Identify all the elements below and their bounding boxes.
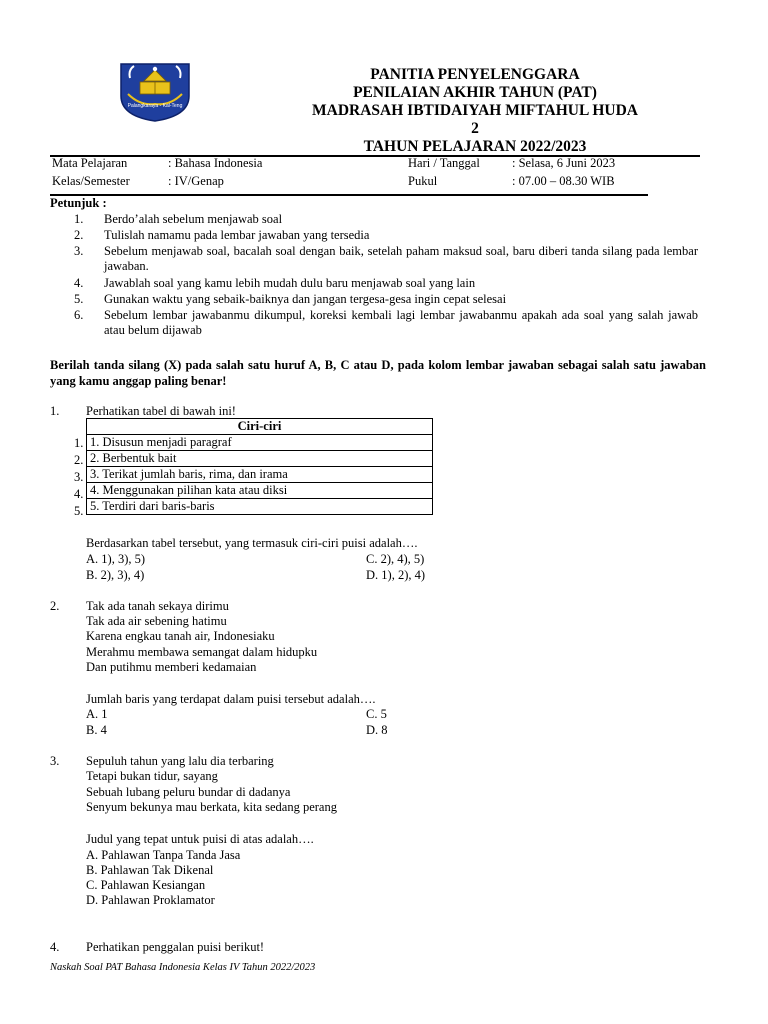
q1-option-c: C. 2), 4), 5) bbox=[366, 552, 425, 566]
q3-option-d: D. Pahlawan Proklamator bbox=[86, 893, 215, 907]
q2-poem-line-1: Tak ada tanah sekaya dirimu bbox=[86, 599, 229, 613]
q2-question: Jumlah baris yang terdapat dalam puisi tersebut adalah…. bbox=[86, 692, 376, 706]
petunjuk-item-5: Gunakan waktu yang sebaik-baiknya dan jangan tergesa-gesa ingin cepat selesai bbox=[104, 292, 507, 306]
table-row bbox=[87, 435, 433, 451]
subject-label: Mata Pelajaran bbox=[52, 156, 128, 170]
class-value: : IV/Genap bbox=[168, 174, 224, 188]
q3-poem-line-2: Tetapi bukan tidur, sayang bbox=[86, 769, 218, 783]
petunjuk-item-3: Sebelum menjawab soal, bacalah soal dengan baik, setelah paham maksud soal, baru diberi tanda silang pada lembar jawaban. bbox=[104, 244, 698, 273]
q2-poem-line-5: Dan putihmu memberi kedamaian bbox=[86, 660, 257, 674]
info-rule bbox=[50, 194, 648, 196]
petunjuk-item-1: Berdo’alah sebelum menjawab soal bbox=[104, 212, 283, 226]
q2-option-a: A. 1 bbox=[86, 707, 108, 721]
page-footer: Naskah Soal PAT Bahasa Indonesia Kelas IV Tahun 2022/2023 bbox=[50, 962, 316, 973]
header-line-number: 2 bbox=[471, 120, 479, 137]
q1-option-d: D. 1), 2), 4) bbox=[366, 568, 426, 582]
petunjuk-title: Petunjuk : bbox=[50, 196, 107, 210]
q1-row-outer-num-3: 3. bbox=[74, 470, 84, 484]
time-label: Pukul bbox=[408, 174, 438, 188]
petunjuk-num-3: 3. bbox=[74, 244, 84, 258]
school-logo bbox=[118, 60, 192, 122]
q4-intro: Perhatikan penggalan puisi berikut! bbox=[86, 940, 265, 954]
q3-option-a: A. Pahlawan Tanpa Tanda Jasa bbox=[86, 848, 241, 862]
header-line-exam: PENILAIAN AKHIR TAHUN (PAT) bbox=[353, 84, 597, 101]
logo-caption: Palangkaraya - Kal-Teng bbox=[127, 103, 183, 109]
q2-number: 2. bbox=[50, 599, 60, 613]
q3-option-c: C. Pahlawan Kesiangan bbox=[86, 878, 206, 892]
q1-row-outer-num-4: 4. bbox=[74, 487, 84, 501]
petunjuk-num-5: 5. bbox=[74, 292, 84, 306]
q1-intro: Perhatikan tabel di bawah ini! bbox=[86, 404, 236, 418]
q1-row-outer-num-1: 1. bbox=[74, 436, 84, 450]
table-header-cell: Ciri-ciri bbox=[87, 419, 433, 435]
petunjuk-item-4: Jawablah soal yang kamu lebih mudah dulu baru menjawab soal yang lain bbox=[104, 276, 476, 290]
table-cell: 4. Menggunakan pilihan kata atau diksi bbox=[87, 483, 433, 499]
petunjuk-num-6: 6. bbox=[74, 308, 84, 322]
q3-poem-line-1: Sepuluh tahun yang lalu dia terbaring bbox=[86, 754, 274, 768]
table-cell: 5. Terdiri dari baris-baris bbox=[87, 499, 433, 515]
petunjuk-item-2: Tulislah namamu pada lembar jawaban yang tersedia bbox=[104, 228, 370, 242]
q1-row-outer-num-5: 5. bbox=[74, 504, 84, 518]
q3-question: Judul yang tepat untuk puisi di atas adalah…. bbox=[86, 832, 314, 846]
date-label: Hari / Tanggal bbox=[408, 156, 480, 170]
subject-value: : Bahasa Indonesia bbox=[168, 156, 263, 170]
table-row bbox=[87, 483, 433, 499]
header-line-committee: PANITIA PENYELENGGARA bbox=[370, 66, 580, 83]
table-cell: 1. Disusun menjadi paragraf bbox=[87, 435, 433, 451]
ciri-ciri-table bbox=[86, 418, 433, 515]
q3-option-b: B. Pahlawan Tak Dikenal bbox=[86, 863, 214, 877]
q1-option-b: B. 2), 3), 4) bbox=[86, 568, 145, 582]
petunjuk-num-4: 4. bbox=[74, 276, 84, 290]
petunjuk-item-6: Sebelum lembar jawabanmu dikumpul, koreksi kembali lagi lembar jawabanmu apakah ada soal yang salah jawab atau belum dijawab bbox=[104, 308, 698, 337]
q2-poem-line-4: Merahmu membawa semangat dalam hidupku bbox=[86, 645, 318, 659]
q1-number: 1. bbox=[50, 404, 60, 418]
table-header-row bbox=[87, 419, 433, 435]
date-value: : Selasa, 6 Juni 2023 bbox=[512, 156, 616, 170]
q3-poem-line-4: Senyum bekunya mau berkata, kita sedang perang bbox=[86, 800, 337, 814]
q1-option-a: A. 1), 3), 5) bbox=[86, 552, 146, 566]
table-row bbox=[87, 451, 433, 467]
q2-option-d: D. 8 bbox=[366, 723, 388, 737]
table-cell: 2. Berbentuk bait bbox=[87, 451, 433, 467]
q3-number: 3. bbox=[50, 754, 60, 768]
q2-option-c: C. 5 bbox=[366, 707, 387, 721]
q2-option-b: B. 4 bbox=[86, 723, 107, 737]
q3-poem-line-3: Sebuah lubang peluru bundar di dadanya bbox=[86, 785, 291, 799]
q2-poem-line-2: Tak ada air sebening hatimu bbox=[86, 614, 227, 628]
petunjuk-num-1: 1. bbox=[74, 212, 84, 226]
table-cell: 3. Terikat jumlah baris, rima, dan irama bbox=[87, 467, 433, 483]
petunjuk-num-2: 2. bbox=[74, 228, 84, 242]
q1-row-outer-num-2: 2. bbox=[74, 453, 84, 467]
time-value: : 07.00 – 08.30 WIB bbox=[512, 174, 615, 188]
q2-poem-line-3: Karena engkau tanah air, Indonesiaku bbox=[86, 629, 275, 643]
header-line-year: TAHUN PELAJARAN 2022/2023 bbox=[363, 138, 587, 155]
header-line-school: MADRASAH IBTIDAIYAH MIFTAHUL HUDA bbox=[312, 102, 638, 119]
school-emblem-shield-icon bbox=[118, 60, 192, 122]
general-instruction: Berilah tanda silang (X) pada salah satu huruf A, B, C atau D, pada kolom lembar jawaban sebagai salah satu jawaban yang kamu anggap paling benar! bbox=[50, 358, 706, 388]
q1-question: Berdasarkan tabel tersebut, yang termasuk ciri-ciri puisi adalah…. bbox=[86, 536, 418, 550]
class-label: Kelas/Semester bbox=[52, 174, 130, 188]
table-row bbox=[87, 467, 433, 483]
q4-number: 4. bbox=[50, 940, 60, 954]
table-row bbox=[87, 499, 433, 515]
